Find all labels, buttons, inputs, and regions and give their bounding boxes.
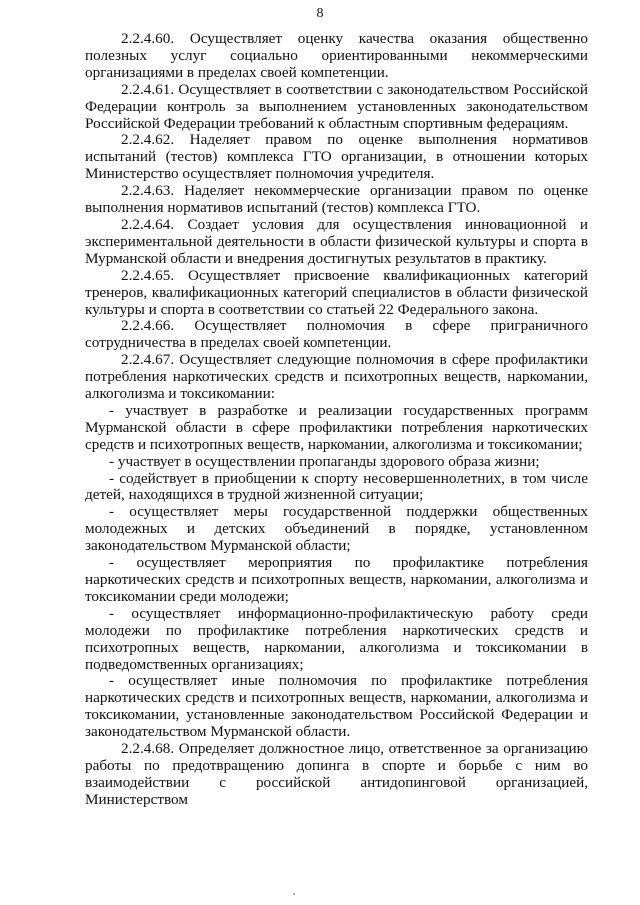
paragraph-2-2-4-66: 2.2.4.66. Осуществляет полномочия в сфере приграничного сотрудничества в пределах своей компетенции. (85, 317, 588, 352)
paragraph-2-2-4-64: 2.2.4.64. Создает условия для осуществления инновационной и экспериментальной деятельности в области физической культуры и спорта в Мурманской области и внедрения достигнутых результатов в практику. (85, 215, 588, 267)
paragraph-2-2-4-62: 2.2.4.62. Наделяет правом по оценке выполнения нормативов испытаний (тестов) комплекса ГТО организации, в отношении которых Министерство осуществляет полномочия учредителя. (85, 131, 588, 183)
document-body (85, 31, 588, 809)
list-item: - осуществляет иные полномочия по профилактике потребления наркотических средств и психотропных веществ, наркомании, алкоголизма и токсикомании, установленные законодательством Российской Федерации и законодательством Мурманской области. (85, 672, 588, 741)
paragraph-2-2-4-63: 2.2.4.63. Наделяет некоммерческие организации правом по оценке выполнения нормативов испытаний (тестов) комплекса ГТО. (85, 182, 588, 217)
paragraph-2-2-4-67: 2.2.4.67. Осуществляет следующие полномочия в сфере профилактики потребления наркотических средств и психотропных веществ, наркомании, алкоголизма и токсикомании: (85, 351, 588, 403)
list-item: - осуществляет меры государственной поддержки общественных молодежных и детских объединений в порядке, установленном законодательством Мурманской области; (85, 503, 588, 555)
paragraph-2-2-4-61: 2.2.4.61. Осуществляет в соответствии с законодательством Российской Федерации контроль за выполнением установленных законодательством Российской Федерации требований к областным спортивным федерациям. (85, 80, 588, 132)
list-item: - осуществляет информационно-профилактическую работу среди молодежи по профилактике потребления наркотических средств и психотропных веществ, наркомании, алкоголизма и токсикомании в подведомственных организациях; (85, 604, 588, 673)
list-item: - осуществляет мероприятия по профилактике потребления наркотических средств и психотропных веществ, наркомании, алкоголизма и токсикомании среди молодежи; (85, 554, 588, 605)
page-number: 8 (316, 6, 324, 21)
paragraph-2-2-4-60: 2.2.4.60. Осуществляет оценку качества оказания общественно полезных услуг социально ориентированными некоммерческими организациями в пределах своей компетенции. (85, 30, 588, 81)
list-item: - содействует в приобщении к спорту несовершеннолетних, в том числе детей, находящихся в трудной жизненной ситуации; (85, 469, 588, 504)
paragraph-2-2-4-68: 2.2.4.68. Определяет должностное лицо, ответственное за организацию работы по предотвращению допинга в спорте и борьбе с ним во взаимодействии с российской антидопинговой организацией, Министерством (85, 740, 588, 808)
scan-speck (293, 893, 295, 895)
paragraph-2-2-4-65: 2.2.4.65. Осуществляет присвоение квалификационных категорий тренеров, квалификационных категорий специалистов в области физической культуры и спорта в соответствии со статьей 22 Федерального закона. (85, 266, 588, 318)
list-item: - участвует в осуществлении пропаганды здорового образа жизни; (109, 452, 540, 470)
list-item: - участвует в разработке и реализации государственных программ Мурманской области в сфере профилактики потребления наркотических средств и психотропных веществ, наркомании, алкоголизма и токсикомании; (85, 401, 588, 453)
